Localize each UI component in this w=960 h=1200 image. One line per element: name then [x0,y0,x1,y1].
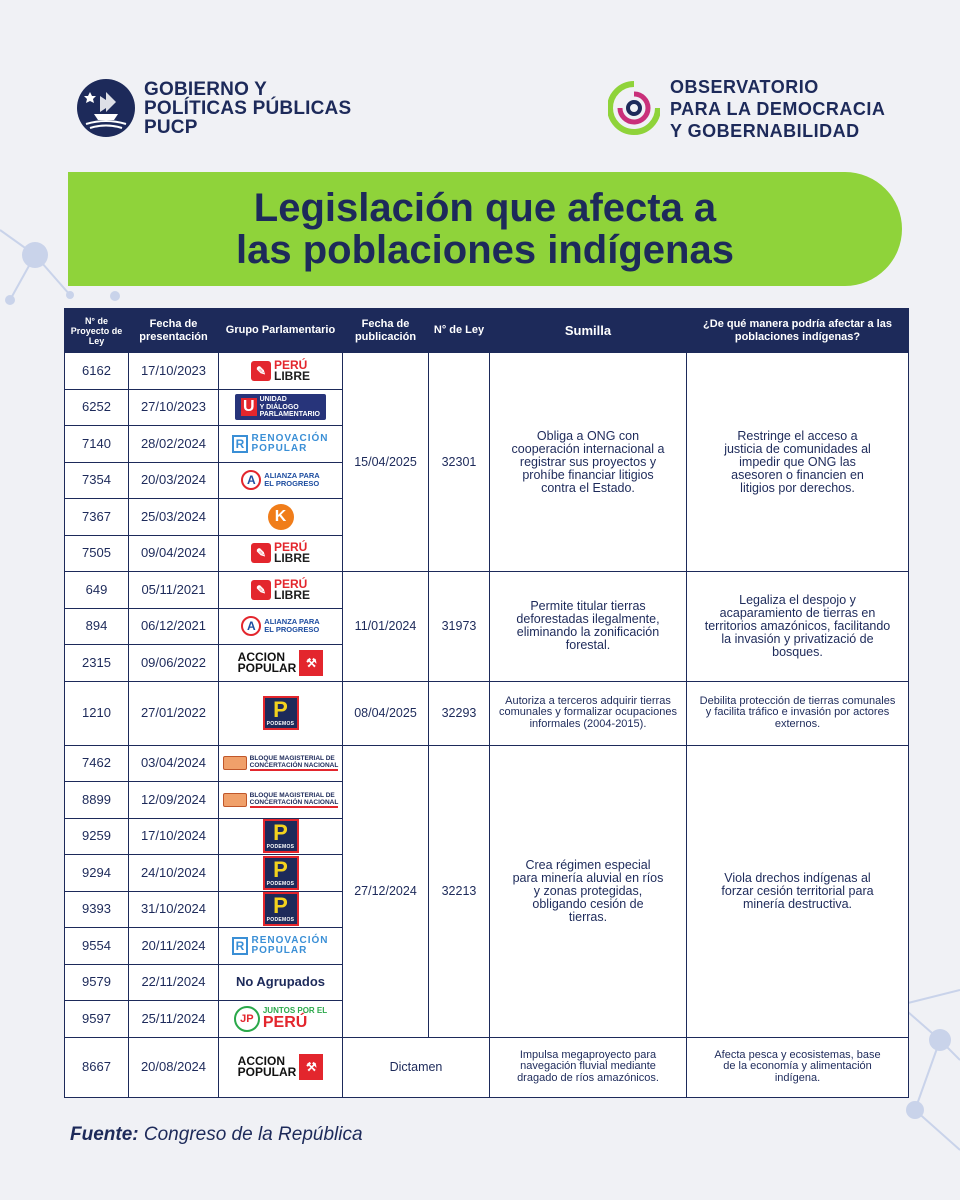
party-name-line: PERÚ [274,540,308,555]
proyecto-cell: 9393 [65,891,129,928]
renovacion-popular-logo: R RENOVACIÓN POPULAR [232,933,328,959]
party-name-line: LIBRE [274,551,310,566]
proyecto-cell: 8667 [65,1037,129,1097]
pencil-icon: ✎ [251,543,271,563]
ley-cell: 32213 [429,745,490,1037]
peru-libre-logo [251,540,310,566]
header-fecha-presentacion: Fecha de presentación [129,309,219,353]
grupo-cell [219,1001,343,1038]
accion-popular-logo [238,1054,324,1080]
bloque-magisterial-logo [223,787,339,813]
party-name-line: ACCION [237,1054,285,1068]
fecha-cell: 27/10/2023 [129,389,219,426]
juntos-por-el-peru-logo: JP JUNTOS POR EL PERÚ [234,1006,327,1032]
proyecto-cell: 9579 [65,964,129,1001]
sumilla-cell: Permite titular tierras deforestadas ilegalmente, eliminando la zonificación forestal. [490,572,687,682]
proyecto-cell: 894 [65,608,129,645]
grupo-cell [219,928,343,965]
ley-cell: 31973 [429,572,490,682]
udp-logo: U UNIDAD Y DIÁLOGO PARLAMENTARIO [235,394,326,420]
publicacion-cell: 11/01/2024 [343,572,429,682]
grupo-cell [219,426,343,463]
header [0,76,960,146]
proyecto-cell: 7354 [65,462,129,499]
table-row [65,745,909,782]
header-afecta: ¿De qué manera podría afectar a las poblaciones indígenas? [687,309,909,353]
table-row [65,353,909,390]
grupo-cell [219,462,343,499]
header-sumilla: Sumilla [490,309,687,353]
left-logo-line-1: GOBIERNO Y [144,78,268,100]
fecha-cell: 20/11/2024 [129,928,219,965]
peru-libre-logo [251,577,310,603]
grupo-cell [219,645,343,682]
fecha-cell: 27/01/2022 [129,681,219,745]
peru-libre-logo [251,358,310,384]
title-line-1: Legislación que afecta a [253,186,717,230]
afecta-cell: Debilita protección de tierras comunales y facilita tráfico e invasión por actores externos. [687,681,909,745]
grupo-cell [219,855,343,892]
proyecto-cell: 649 [65,572,129,609]
proyecto-cell: 9259 [65,818,129,855]
source-label: Fuente: [70,1124,139,1145]
sumilla-cell: Crea régimen especial para minería aluvial en ríos y zonas protegidas, obligando cesión de tierras. [490,745,687,1037]
ship-icon [76,78,136,138]
fecha-cell: 20/03/2024 [129,462,219,499]
fecha-cell: 31/10/2024 [129,891,219,928]
party-name-line: PODEMOS [266,844,295,851]
observatorio-logo [608,76,885,142]
fecha-cell: 17/10/2024 [129,818,219,855]
party-name-line: POPULAR [251,442,308,454]
party-name-line: BLOQUE MAGISTERIAL DE [249,791,335,799]
table-row [65,681,909,745]
party-name-line: PODEMOS [266,917,295,924]
grupo-cell [219,572,343,609]
publicacion-cell: 15/04/2025 [343,353,429,572]
party-name-line: ACCION [237,649,285,664]
fecha-cell: 05/11/2021 [129,572,219,609]
party-name-line: CONCERTACIÓN NACIONAL [249,762,339,770]
fecha-cell: 06/12/2021 [129,608,219,645]
grupo-cell [219,608,343,645]
grupo-cell [219,745,343,782]
podemos-logo: P PODEMOS [263,696,299,730]
party-name-line: PODEMOS [266,880,295,887]
sumilla-cell: Autoriza a terceros adquirir tierras comunales y formalizar ocupaciones informales (2004-2015). [490,681,687,745]
bloque-magisterial-logo [223,750,339,776]
party-name-line: PARLAMENTARIO [259,411,320,418]
fecha-cell: 24/10/2024 [129,855,219,892]
podemos-logo: P PODEMOS [263,819,299,853]
estado-cell: Dictamen [343,1037,490,1097]
legislation-table [64,308,909,1098]
grupo-cell [219,782,343,819]
grupo-cell [219,1037,343,1097]
proyecto-cell: 7367 [65,499,129,536]
grupo-cell [219,535,343,572]
podemos-logo: P PODEMOS [263,892,299,926]
ley-cell: 32301 [429,353,490,572]
party-name-line: POPULAR [237,660,297,675]
ley-cell: 32293 [429,681,490,745]
party-name-line: POPULAR [251,944,308,956]
book-icon [223,756,247,770]
party-name-line: PODEMOS [266,721,295,727]
fecha-cell: 17/10/2023 [129,353,219,390]
proyecto-cell: 9294 [65,855,129,892]
party-name-line: ALIANZA PARA [264,617,320,627]
header-ley: N° de Ley [429,309,490,353]
proyecto-cell: 7505 [65,535,129,572]
proyecto-cell: 9597 [65,1001,129,1038]
party-name-line: UNIDAD [259,396,287,403]
fuerza-popular-k-logo: K [268,504,294,530]
alianza-progreso-logo: A ALIANZA PARA EL PROGRESO [241,467,319,493]
fecha-cell: 20/08/2024 [129,1037,219,1097]
publicacion-cell: 27/12/2024 [343,745,429,1037]
accion-popular-logo [238,650,324,676]
fecha-cell: 28/02/2024 [129,426,219,463]
party-name-line: LIBRE [274,368,310,383]
publicacion-cell: 08/04/2025 [343,681,429,745]
proyecto-cell: 6252 [65,389,129,426]
table-row [65,572,909,609]
sumilla-cell: Impulsa megaproyecto para navegación fluvial mediante dragado de ríos amazónicos. [490,1037,687,1097]
alianza-progreso-logo: A ALIANZA PARA EL PROGRESO [241,613,319,639]
renovacion-popular-logo: R RENOVACIÓN POPULAR [232,431,328,457]
fecha-cell: 25/11/2024 [129,1001,219,1038]
page-title [135,187,835,271]
afecta-cell: Viola drechos indígenas al forzar cesión territorial para minería destructiva. [687,745,909,1037]
grupo-cell [219,891,343,928]
left-logo-line-2: POLÍTICAS PÚBLICAS [144,97,352,119]
party-name-line: POPULAR [237,1065,297,1079]
party-name-line: Y DIÁLOGO [259,403,299,411]
party-name-line: BLOQUE MAGISTERIAL DE [249,755,335,763]
fecha-cell: 25/03/2024 [129,499,219,536]
proyecto-cell: 1210 [65,681,129,745]
table-row [65,1037,909,1097]
proyecto-cell: 7462 [65,745,129,782]
proyecto-cell: 7140 [65,426,129,463]
afecta-cell: Restringe el acceso a justicia de comunidades al impedir que ONG las asesoren o financien en litigios por derechos. [687,353,909,572]
party-name-line: PERÚ [262,1014,308,1032]
afecta-cell: Legaliza el despojo y acaparamiento de tierras en territorios amazónicos, facilitando la invasión y privatizació de bosques. [687,572,909,682]
party-name-line: CONCERTACIÓN NACIONAL [249,798,339,806]
fecha-cell: 03/04/2024 [129,745,219,782]
grupo-cell: No Agrupados [219,964,343,1001]
podemos-logo: P PODEMOS [263,856,299,890]
source-text: Congreso de la República [143,1124,363,1145]
party-name-line: PERÚ [274,576,308,591]
sumilla-cell: Obliga a ONG con cooperación internacional a registrar sus proyectos y prohíbe financiar litigios contra el Estado. [490,353,687,572]
party-name-line: EL PROGRESO [264,479,320,489]
proyecto-cell: 8899 [65,782,129,819]
shovel-icon: ⚒ [299,650,323,676]
fecha-cell: 09/06/2022 [129,645,219,682]
fecha-cell: 22/11/2024 [129,964,219,1001]
pencil-icon: ✎ [251,361,271,381]
proyecto-cell: 2315 [65,645,129,682]
book-icon [223,793,247,807]
right-logo-line-2: PARA LA DEMOCRACIA [670,99,886,119]
party-name-line: PERÚ [274,357,308,372]
proyecto-cell: 6162 [65,353,129,390]
header-grupo: Grupo Parlamentario [219,309,343,353]
grupo-cell [219,818,343,855]
fecha-cell: 09/04/2024 [129,535,219,572]
header-fecha-publicacion: Fecha de publicación [343,309,429,353]
proyecto-cell: 9554 [65,928,129,965]
party-name-line: LIBRE [274,587,310,602]
source-note [70,1124,363,1146]
party-name-line: ALIANZA PARA [264,471,320,481]
shovel-icon: ⚒ [299,1054,323,1080]
grupo-cell [219,353,343,390]
title-line-2: las poblaciones indígenas [236,228,734,272]
grupo-cell [219,389,343,426]
party-name-line: RENOVACIÓN [251,432,329,444]
afecta-cell: Afecta pesca y ecosistemas, base de la economía y alimentación indígena. [687,1037,909,1097]
pucp-logo [76,78,351,138]
left-logo-line-3: PUCP [144,116,198,138]
header-proyecto: N° de Proyecto de Ley [65,309,129,353]
table-header-row [65,309,909,353]
party-name-line: RENOVACIÓN [251,934,329,946]
right-logo-line-3: Y GOBERNABILIDAD [670,121,860,141]
grupo-cell [219,499,343,536]
party-name-line: JUNTOS POR EL [262,1006,328,1016]
party-name-line: EL PROGRESO [264,625,320,635]
title-banner [68,172,902,286]
pencil-icon: ✎ [251,580,271,600]
concentric-circles-icon [608,80,660,138]
right-logo-line-1: OBSERVATORIO [670,77,819,97]
fecha-cell: 12/09/2024 [129,782,219,819]
grupo-cell [219,681,343,745]
